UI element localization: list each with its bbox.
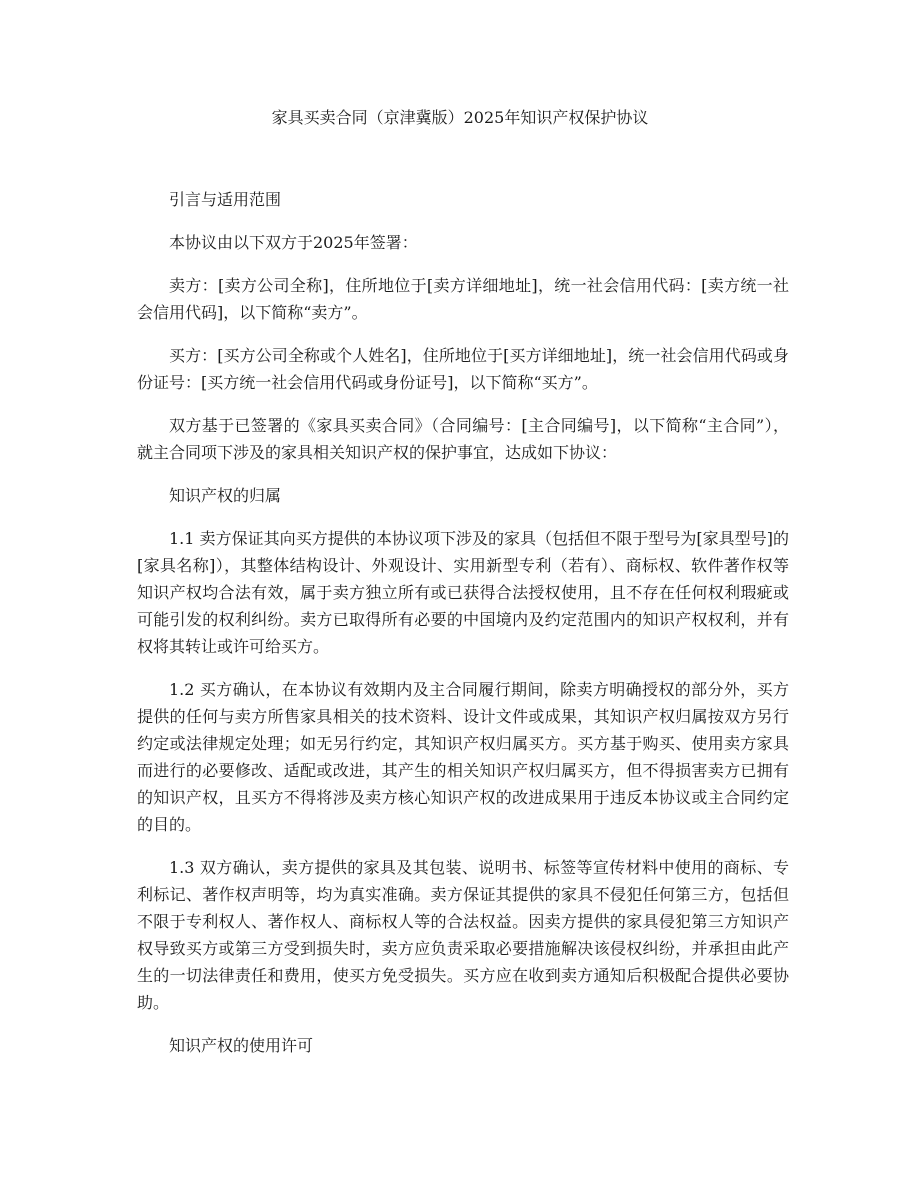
clause-1-1: 1.1 卖方保证其向买方提供的本协议项下涉及的家具（包括但不限于型号为[家具型号]的[家具名称]），其整体结构设计、外观设计、实用新型专利（若有）、商标权、软件著作权等知识产权均合法有效，属于卖方独立所有或已获得合法授权使用，且不存在任何权利瑕疵或可能引发的权利纠纷。卖方已取得所有必要的中国境内及约定范围内的知识产权权利，并有权将其转让或许可给买方。 — [137, 529, 789, 656]
clause-1-2: 1.2 买方确认，在本协议有效期内及主合同履行期间，除卖方明确授权的部分外，买方提供的任何与卖方所售家具相关的技术资料、设计文件或成果，其知识产权归属按双方另行约定或法律规定处理；如无另行约定，其知识产权归属买方。买方基于购买、使用卖方家具而进行的必要修改、适配或改进，其产生的相关知识产权归属买方，但不得损害卖方已拥有的知识产权，且买方不得将涉及卖方核心知识产权的改进成果用于违反本协议或主合同约定的目的。 — [137, 680, 789, 834]
section-heading-ownership: 知识产权的归属 — [169, 486, 282, 505]
document-body — [137, 186, 789, 1075]
clause-1-3: 1.3 双方确认，卖方提供的家具及其包装、说明书、标签等宣传材料中使用的商标、专利标记、著作权声明等，均为真实准确。卖方保证其提供的家具不侵犯任何第三方，包括但不限于专利权人、著作权人、商标权人等的合法权益。因卖方提供的家具侵犯第三方知识产权导致买方或第三方受到损失时，卖方应负责采取必要措施解决该侵权纠纷，并承担由此产生的一切法律责任和费用，使买方免受损失。买方应在收到卖方通知后积极配合提供必要协助。 — [137, 858, 789, 1012]
paragraph-agreement-basis: 双方基于已签署的《家具买卖合同》（合同编号：[主合同编号]，以下简称“主合同”），就主合同项下涉及的家具相关知识产权的保护事宜，达成如下协议： — [137, 416, 789, 462]
section-heading-license: 知识产权的使用许可 — [169, 1036, 314, 1055]
paragraph-buyer-info: 买方：[买方公司全称或个人姓名]，住所地位于[买方详细地址]，统一社会信用代码或身份证号：[买方统一社会信用代码或身份证号]，以下简称“买方”。 — [137, 346, 789, 392]
paragraph-seller-info: 卖方：[卖方公司全称]，住所地位于[卖方详细地址]，统一社会信用代码：[卖方统一社会信用代码]，以下简称“卖方”。 — [137, 276, 789, 322]
paragraph-signing-statement: 本协议由以下双方于2025年签署： — [169, 233, 418, 252]
document-title: 家具买卖合同（京津冀版）2025年知识产权保护协议 — [271, 108, 649, 127]
section-heading-intro: 引言与适用范围 — [169, 190, 282, 209]
